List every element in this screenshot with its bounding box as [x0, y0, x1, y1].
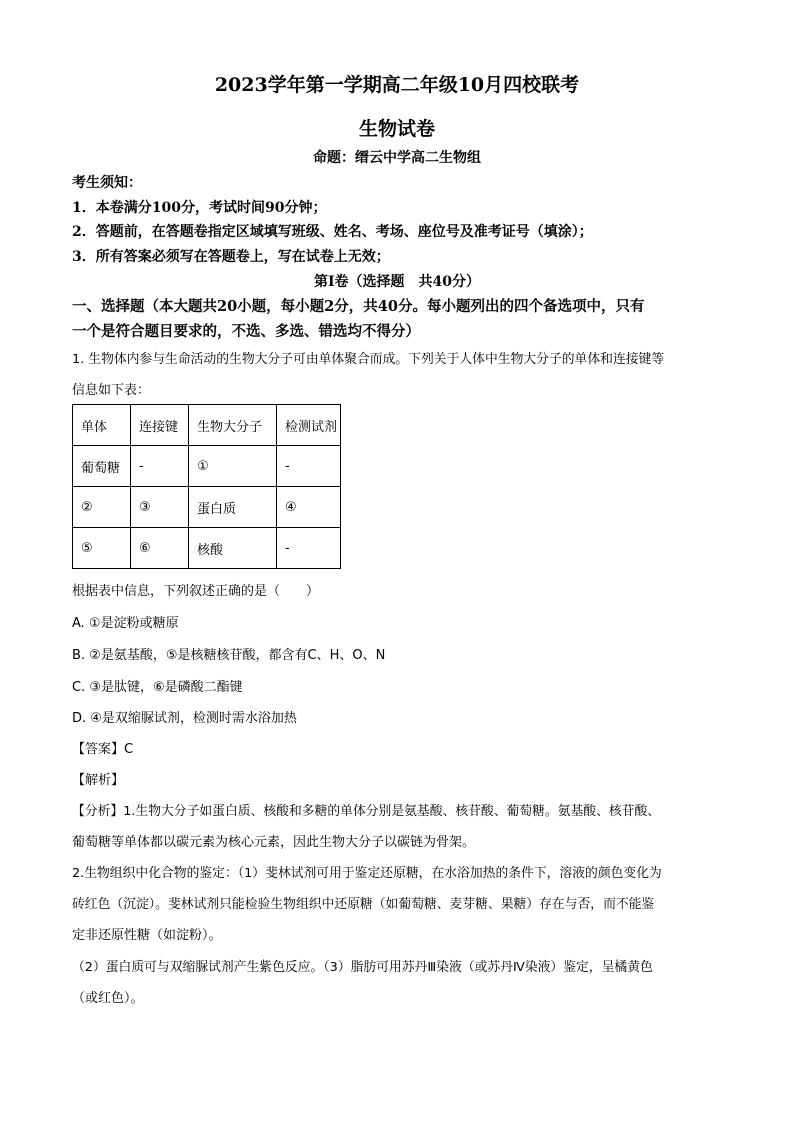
notice-item: 1．本卷满分100分，考试时间90分钟；: [72, 200, 327, 216]
analysis-line: 2.生物组织中化合物的鉴定：（1）斐林试剂可用于鉴定还原糖，在水浴加热的条件下，溶液的颜色变化为: [72, 866, 662, 881]
analysis-line: 定非还原性糖（如淀粉）。: [72, 928, 222, 943]
monomer-table: [72, 404, 341, 569]
option-b: B. ②是氨基酸，⑤是核糖核苷酸，都含有C、H、O、N: [72, 648, 386, 663]
table-cell: 葡萄糖: [73, 446, 131, 487]
subject-title: 生物试卷: [358, 118, 435, 140]
table-row: [73, 446, 341, 487]
table-cell: ⑥: [131, 528, 189, 569]
exam-title: 2023学年第一学期高二年级10月四校联考: [214, 74, 580, 96]
table-cell: ③: [131, 487, 189, 528]
table-cell: -: [131, 446, 189, 487]
table-cell: ①: [189, 446, 277, 487]
notice-item: 3．所有答案必须写在答题卷上，写在试卷上无效；: [72, 249, 390, 265]
question-stem: 信息如下表：: [72, 383, 151, 398]
analysis-line: （或红色）。: [72, 991, 144, 1006]
analysis-heading: 【解析】: [72, 773, 125, 788]
table-header-cell: 检测试剂: [277, 405, 341, 446]
section-title: 第Ⅰ卷（选择题 共40分）: [313, 274, 481, 290]
table-cell: ②: [73, 487, 131, 528]
table-cell: -: [277, 446, 341, 487]
analysis-line: 葡萄糖等单体都以碳元素为核心元素，因此生物大分子以碳链为骨架。: [72, 835, 476, 850]
analysis-line: 【分析】1.生物大分子如蛋白质、核酸和多糖的单体分别是氨基酸、核苷酸、葡萄糖。氨基酸、核苷酸、: [72, 804, 661, 819]
option-d: D. ④是双缩脲试剂，检测时需水浴加热: [72, 711, 297, 726]
notice-heading: 考生须知：: [72, 175, 142, 191]
table-row: [73, 487, 341, 528]
table-cell: 核酸: [189, 528, 277, 569]
answer-line: 【答案】C: [72, 742, 134, 757]
table-cell: -: [277, 528, 341, 569]
notice-item: 2．答题前，在答题卷指定区域填写班级、姓名、考场、座位号及准考证号（填涂）；: [72, 224, 593, 240]
question-stem: 1. 生物体内参与生命活动的生物大分子可由单体聚合而成。下列关于人体中生物大分子的单体和连接键等: [72, 352, 665, 367]
analysis-line: （2）蛋白质可与双缩脲试剂产生紫色反应。（3）脂肪可用苏丹Ⅲ染液（或苏丹Ⅳ染液）鉴定，呈橘黄色: [72, 960, 653, 975]
table-cell: 蛋白质: [189, 487, 277, 528]
section-instruction: 一、选择题（本大题共20小题，每小题2分，共40分。每小题列出的四个备选项中，只有: [72, 298, 645, 315]
table-header-cell: 生物大分子: [189, 405, 277, 446]
author-line: 命题：缙云中学高二生物组: [313, 150, 481, 166]
table-row: [73, 528, 341, 569]
question-prompt: 根据表中信息，下列叙述正确的是（ ）: [72, 584, 320, 599]
option-a: A. ①是淀粉或糖原: [72, 616, 179, 631]
analysis-line: 砖红色（沉淀）。斐林试剂只能检验生物组织中还原糖（如葡萄糖、麦芽糖、果糖）存在与否，而不能鉴: [72, 897, 655, 912]
table-cell: ④: [277, 487, 341, 528]
table-cell: ⑤: [73, 528, 131, 569]
table-header-row: [73, 405, 341, 446]
table-header-cell: 单体: [73, 405, 131, 446]
table-header-cell: 连接键: [131, 405, 189, 446]
section-instruction: 一个是符合题目要求的，不选、多选、错选均不得分）: [72, 323, 420, 340]
option-c: C. ③是肽键，⑥是磷酸二酯键: [72, 680, 243, 695]
